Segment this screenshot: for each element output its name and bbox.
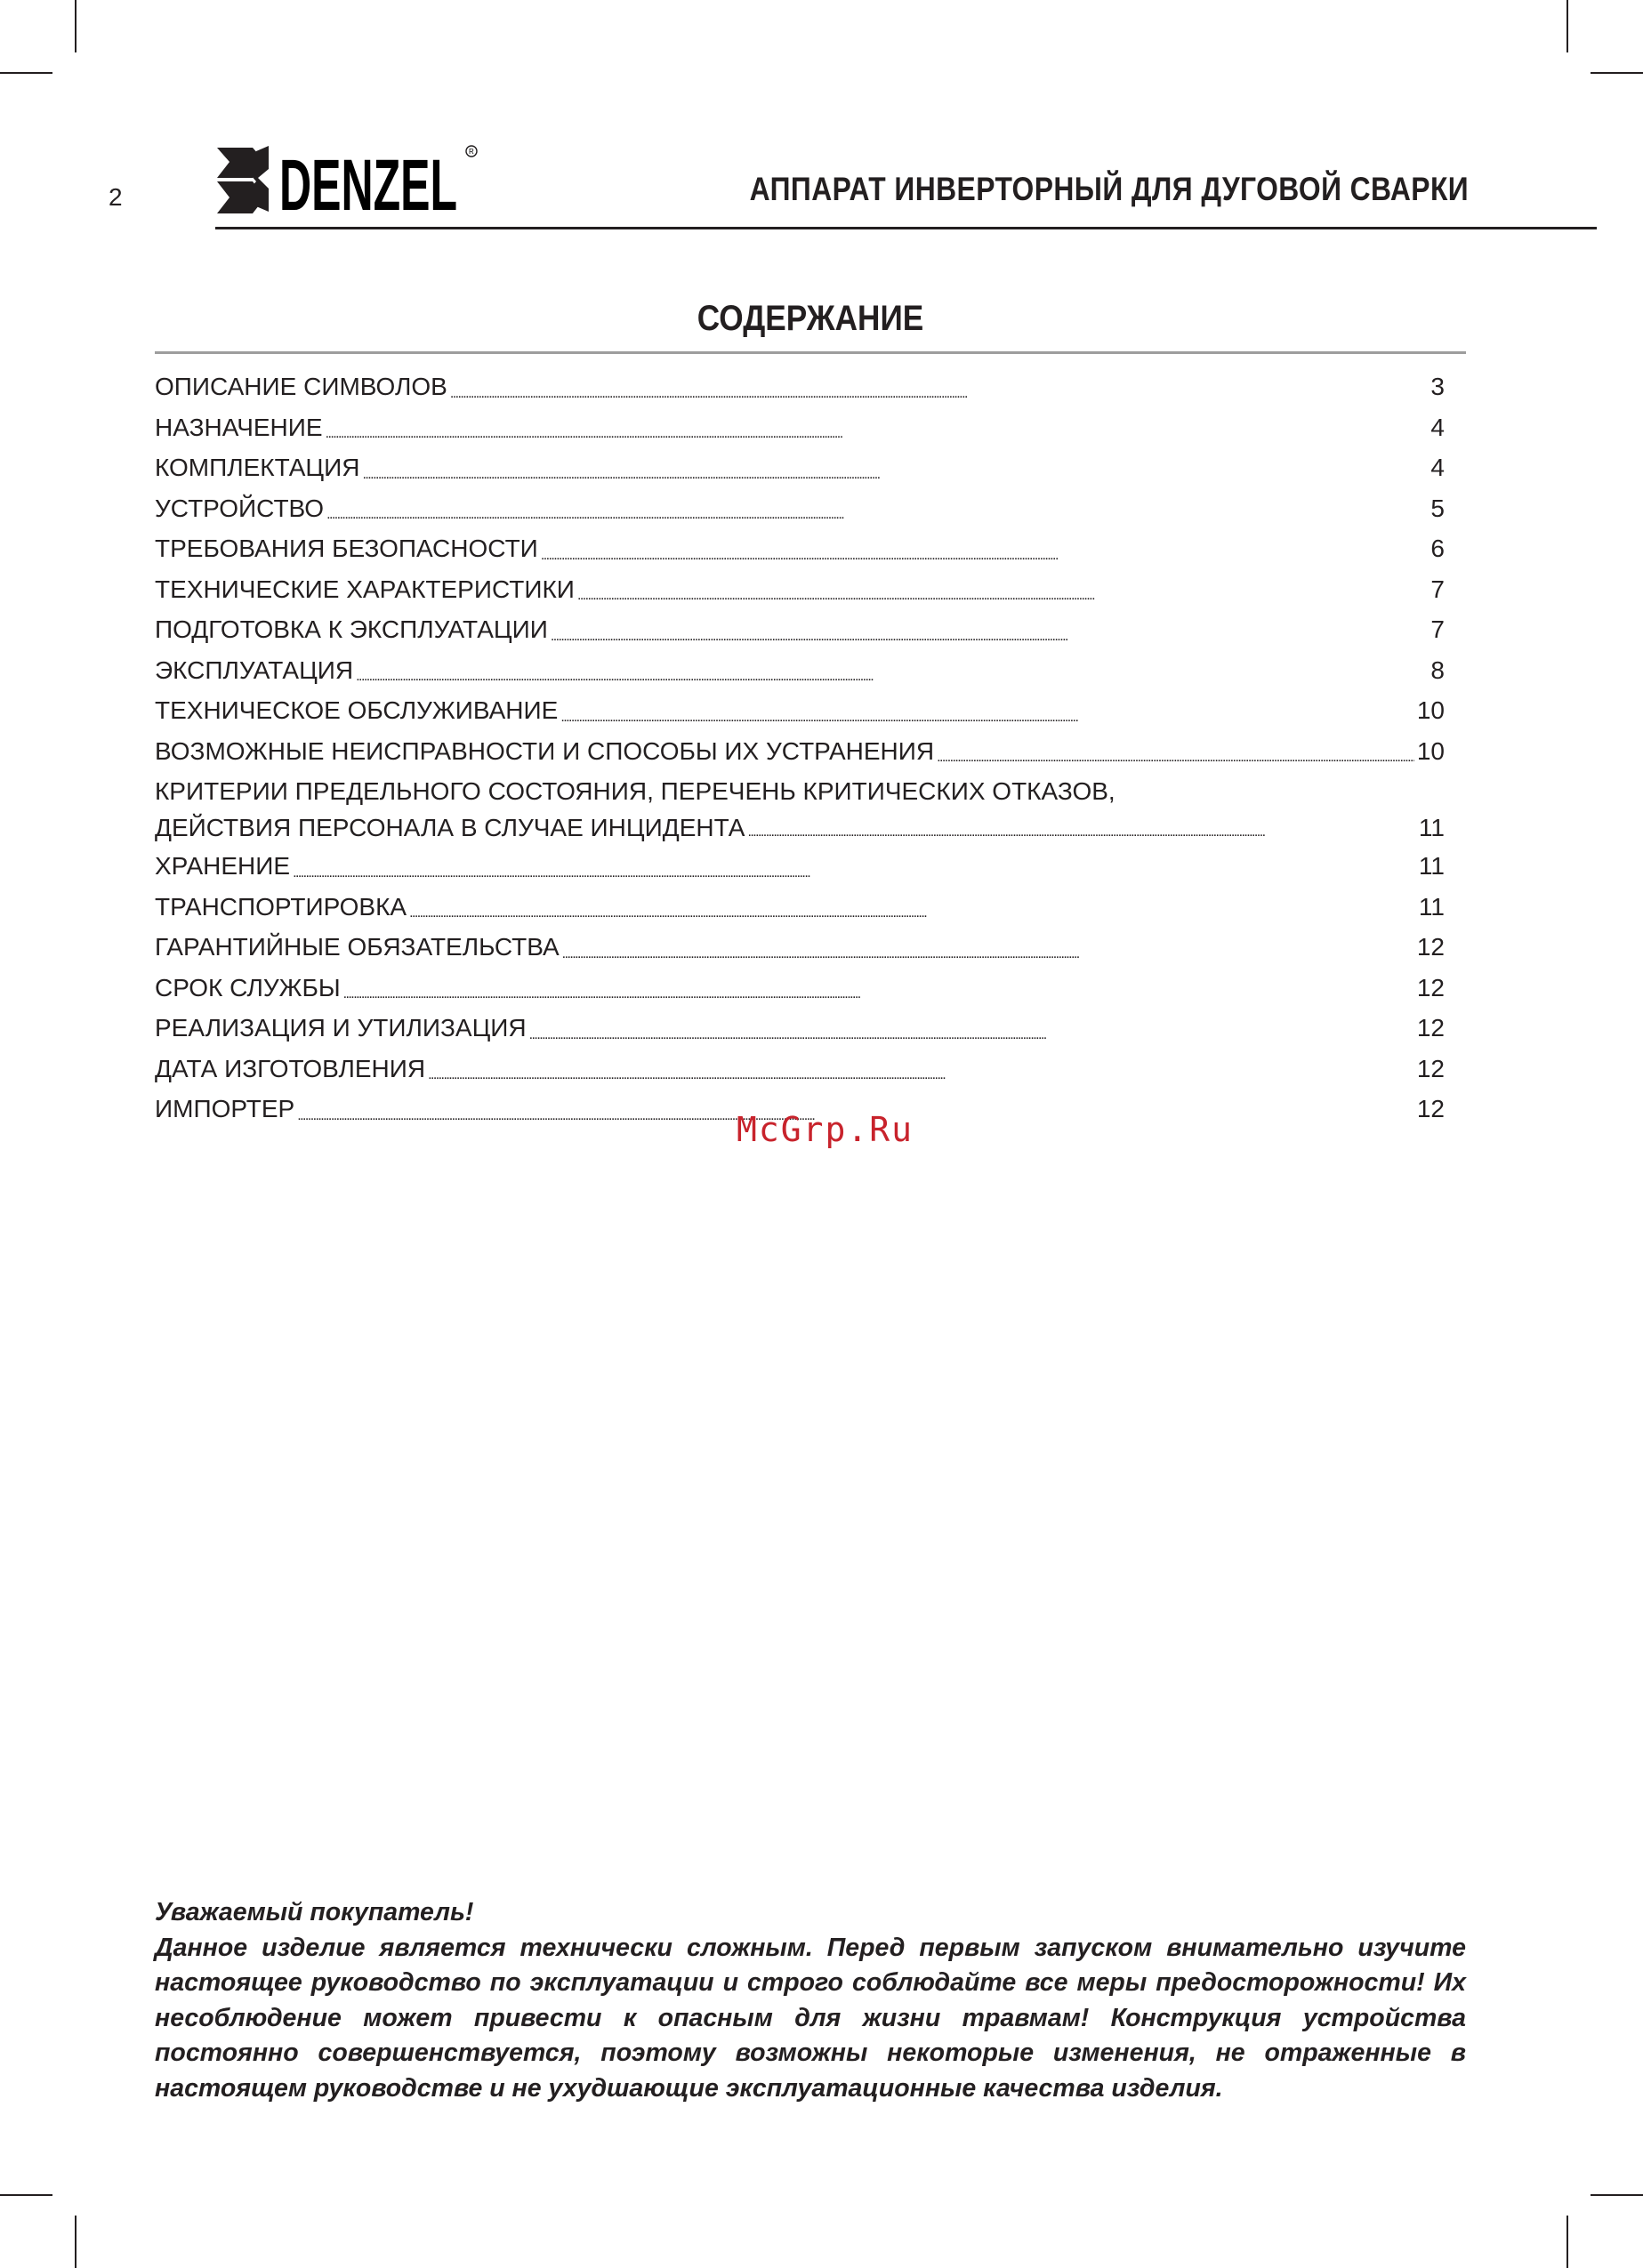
toc-leader-dots: [343, 981, 1414, 1008]
toc-leader-dots: [363, 462, 1416, 488]
toc-leader-dots: [293, 860, 1415, 887]
watermark: McGrp.Ru: [737, 1110, 914, 1149]
toc-page-number: 10: [1416, 696, 1445, 724]
toc-leader-dots: [529, 1022, 1414, 1049]
toc-entry[interactable]: [155, 887, 1445, 928]
toc-entry[interactable]: [155, 366, 1445, 407]
toc-leader-dots: [450, 381, 1415, 407]
toc-page-number: 11: [1418, 814, 1445, 841]
toc-leader-dots: [356, 664, 1415, 690]
brand-name: DENZEL: [279, 145, 457, 217]
crop-mark: [75, 0, 77, 52]
toc-entry[interactable]: [155, 771, 1445, 846]
toc-entry[interactable]: [155, 1008, 1445, 1049]
crop-mark: [1591, 72, 1643, 74]
toc-entry[interactable]: [155, 407, 1445, 448]
toc-page-number: 12: [1416, 933, 1445, 961]
toc-entry[interactable]: [155, 609, 1445, 650]
toc-page-number: 12: [1416, 973, 1445, 1001]
toc-entry[interactable]: [155, 528, 1445, 569]
toc-entry-title: ОПИСАНИЕ СИМВОЛОВ: [155, 373, 447, 400]
toc-entry-title: ДЕЙСТВИЯ ПЕРСОНАЛА В СЛУЧАЕ ИНЦИДЕНТА: [155, 814, 745, 841]
toc-page-number: 11: [1418, 852, 1445, 880]
document-title: АППАРАТ ИНВЕРТОРНЫЙ ДЛЯ ДУГОВОЙ СВАРКИ: [749, 171, 1469, 207]
toc-entry[interactable]: [155, 690, 1445, 731]
toc-entry[interactable]: [155, 731, 1445, 772]
toc-entry-title: ПОДГОТОВКА К ЭКСПЛУАТАЦИИ: [155, 615, 548, 643]
toc-entry-title: ТРЕБОВАНИЯ БЕЗОПАСНОСТИ: [155, 535, 538, 562]
notice-salutation: Уважаемый покупатель!: [155, 1898, 474, 1926]
toc-entry[interactable]: [155, 488, 1445, 529]
toc-entry-title: ДАТА ИЗГОТОВЛЕНИЯ: [155, 1054, 426, 1082]
notice-body: Данное изделие является технически сложным. Перед первым запуском внимательно изучите настоящее руководство по эксплуатации и строго соблюдайте все меры предосторожности! Их несоблюдение может привести к опасным для жизни травмам! Конструкция устройства постоянно совершенствуется, поэтому возможны некоторые изменения, не отраженные в настоящем руководстве и не ухудшающие эксплуатационные качества изделия.: [155, 1933, 1466, 2103]
toc-page-number: 11: [1418, 892, 1445, 921]
toc-entry-title: НАЗНАЧЕНИЕ: [155, 413, 323, 441]
crop-mark: [1591, 2194, 1643, 2196]
toc-page-number: 12: [1416, 1014, 1445, 1042]
toc-rule: [155, 351, 1466, 354]
toc-page-number: 8: [1430, 655, 1445, 684]
toc-entry-title: ХРАНЕНИЕ: [155, 852, 291, 880]
crop-mark: [75, 2216, 77, 2268]
toc-leader-dots: [409, 900, 1415, 927]
toc-leader-dots: [747, 819, 1415, 846]
toc-entry[interactable]: [155, 927, 1445, 968]
toc-leader-dots: [428, 1062, 1414, 1089]
crop-mark: [0, 2194, 52, 2196]
toc-page-number: 5: [1430, 494, 1445, 522]
toc-page-number: 7: [1430, 575, 1445, 603]
toc-leader-dots: [326, 421, 1415, 447]
toc-page-number: 4: [1430, 454, 1445, 481]
brand-logo: [213, 142, 480, 217]
header-rule: [215, 227, 1597, 229]
denzel-shield-logo-icon: [217, 146, 269, 213]
page-number: 2: [109, 183, 123, 211]
toc-page-number: 10: [1416, 736, 1445, 765]
crop-mark: [1566, 0, 1568, 52]
toc-entry-title: КРИТЕРИИ ПРЕДЕЛЬНОГО СОСТОЯНИЯ, ПЕРЕЧЕНЬ КРИТИЧЕСКИХ ОТКАЗОВ,: [155, 777, 1115, 805]
toc-entry-title: РЕАЛИЗАЦИЯ И УТИЛИЗАЦИЯ: [155, 1014, 527, 1042]
toc-entry-title: ГАРАНТИЙНЫЕ ОБЯЗАТЕЛЬСТВА: [155, 933, 560, 961]
crop-mark: [1566, 2216, 1568, 2268]
toc-entry-title: КОМПЛЕКТАЦИЯ: [155, 454, 360, 481]
toc-heading: СОДЕРЖАНИЕ: [697, 299, 924, 338]
toc-page-number: 7: [1430, 615, 1445, 643]
crop-mark: [0, 72, 52, 74]
toc-leader-dots: [551, 623, 1415, 650]
toc-entry[interactable]: [155, 1049, 1445, 1090]
toc-entry[interactable]: [155, 447, 1445, 488]
toc-entry-title: ТЕХНИЧЕСКОЕ ОБСЛУЖИВАНИЕ: [155, 696, 559, 724]
customer-notice: [155, 1895, 1466, 2106]
toc-page-number: 6: [1430, 535, 1445, 562]
toc-leader-dots: [560, 704, 1414, 731]
toc-page-number: 4: [1430, 413, 1445, 441]
registered-mark-letter: R: [469, 148, 474, 156]
toc-entry[interactable]: [155, 968, 1445, 1009]
toc-leader-dots: [541, 543, 1415, 569]
toc-entry[interactable]: [155, 650, 1445, 691]
toc-leader-dots: [326, 502, 1415, 528]
toc-entry-title: ИМПОРТЕР: [155, 1095, 295, 1122]
toc-leader-dots: [577, 583, 1415, 609]
toc-leader-dots: [937, 744, 1414, 771]
toc-entry-title: ВОЗМОЖНЫЕ НЕИСПРАВНОСТИ И СПОСОБЫ ИХ УСТРАНЕНИЯ: [155, 736, 935, 765]
toc-entry-title: ТЕХНИЧЕСКИЕ ХАРАКТЕРИСТИКИ: [155, 575, 575, 603]
toc-entry-title: ЭКСПЛУАТАЦИЯ: [155, 655, 354, 684]
toc-entry-title: СРОК СЛУЖБЫ: [155, 973, 341, 1001]
toc-entry-title: УСТРОЙСТВО: [155, 494, 325, 522]
toc-leader-dots: [562, 941, 1414, 968]
toc-entry-title: ТРАНСПОРТИРОВКА: [155, 892, 407, 921]
toc-entry[interactable]: [155, 569, 1445, 610]
toc-page-number: 3: [1430, 373, 1445, 400]
toc-page-number: 12: [1416, 1095, 1445, 1122]
toc-entry[interactable]: [155, 846, 1445, 887]
toc-page-number: 12: [1416, 1054, 1445, 1082]
toc-list: [155, 366, 1445, 1130]
